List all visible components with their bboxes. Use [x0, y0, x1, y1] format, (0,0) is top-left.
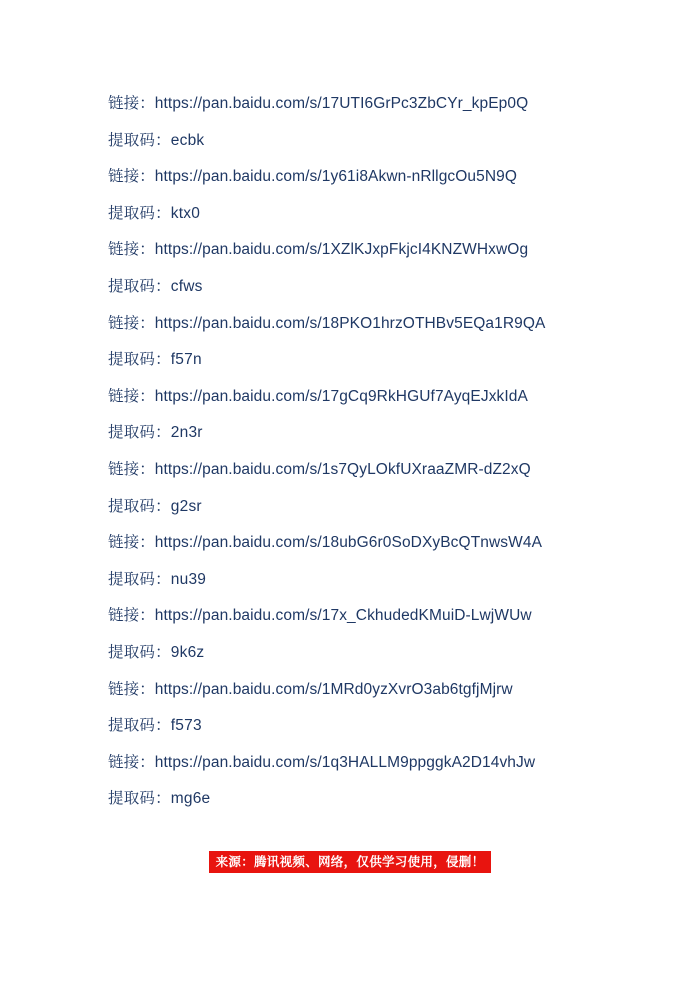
- list-item: 提取码：g2sr: [108, 497, 202, 515]
- list-item: 提取码：9k6z: [108, 643, 205, 661]
- list-item: 链接：https://pan.baidu.com/s/1y61i8Akwn-nRllgcOu5N9Q: [108, 168, 518, 186]
- list-item: 提取码：mg6e: [108, 790, 211, 808]
- list-item: 提取码：2n3r: [108, 424, 203, 442]
- list-item: 链接：https://pan.baidu.com/s/17x_CkhudedKMuiD-LwjWUw: [108, 607, 532, 625]
- link-list: [108, 86, 608, 818]
- list-item: 提取码：f573: [108, 717, 202, 735]
- list-item: 链接：https://pan.baidu.com/s/18ubG6r0SoDXyBcQTnwsW4A: [108, 534, 543, 552]
- source-disclaimer-badge: 来源：腾讯视频、网络，仅供学习使用，侵删！: [209, 851, 492, 873]
- list-item: 链接：https://pan.baidu.com/s/18PKO1hrzOTHBv5EQa1R9QA: [108, 314, 546, 332]
- list-item: 链接：https://pan.baidu.com/s/17UTI6GrPc3ZbCYr_kpEp0Q: [108, 95, 529, 112]
- list-item: 提取码：cfws: [108, 277, 203, 295]
- list-item: 提取码：ecbk: [108, 131, 205, 149]
- list-item: 提取码：ktx0: [108, 204, 201, 222]
- list-item: 链接：https://pan.baidu.com/s/1XZlKJxpFkjcI4KNZWHxwOg: [108, 241, 529, 259]
- list-item: 提取码：nu39: [108, 570, 207, 588]
- list-item: 链接：https://pan.baidu.com/s/17gCq9RkHGUf7AyqEJxkIdA: [108, 387, 528, 405]
- list-item: 提取码：f57n: [108, 351, 202, 369]
- footer: [0, 851, 700, 873]
- list-item: 链接：https://pan.baidu.com/s/1MRd0yzXvrO3ab6tgfjMjrw: [108, 680, 513, 698]
- list-item: 链接：https://pan.baidu.com/s/1s7QyLOkfUXraaZMR-dZ2xQ: [108, 460, 531, 478]
- list-item: 链接：https://pan.baidu.com/s/1q3HALLM9ppggkA2D14vhJw: [108, 753, 536, 771]
